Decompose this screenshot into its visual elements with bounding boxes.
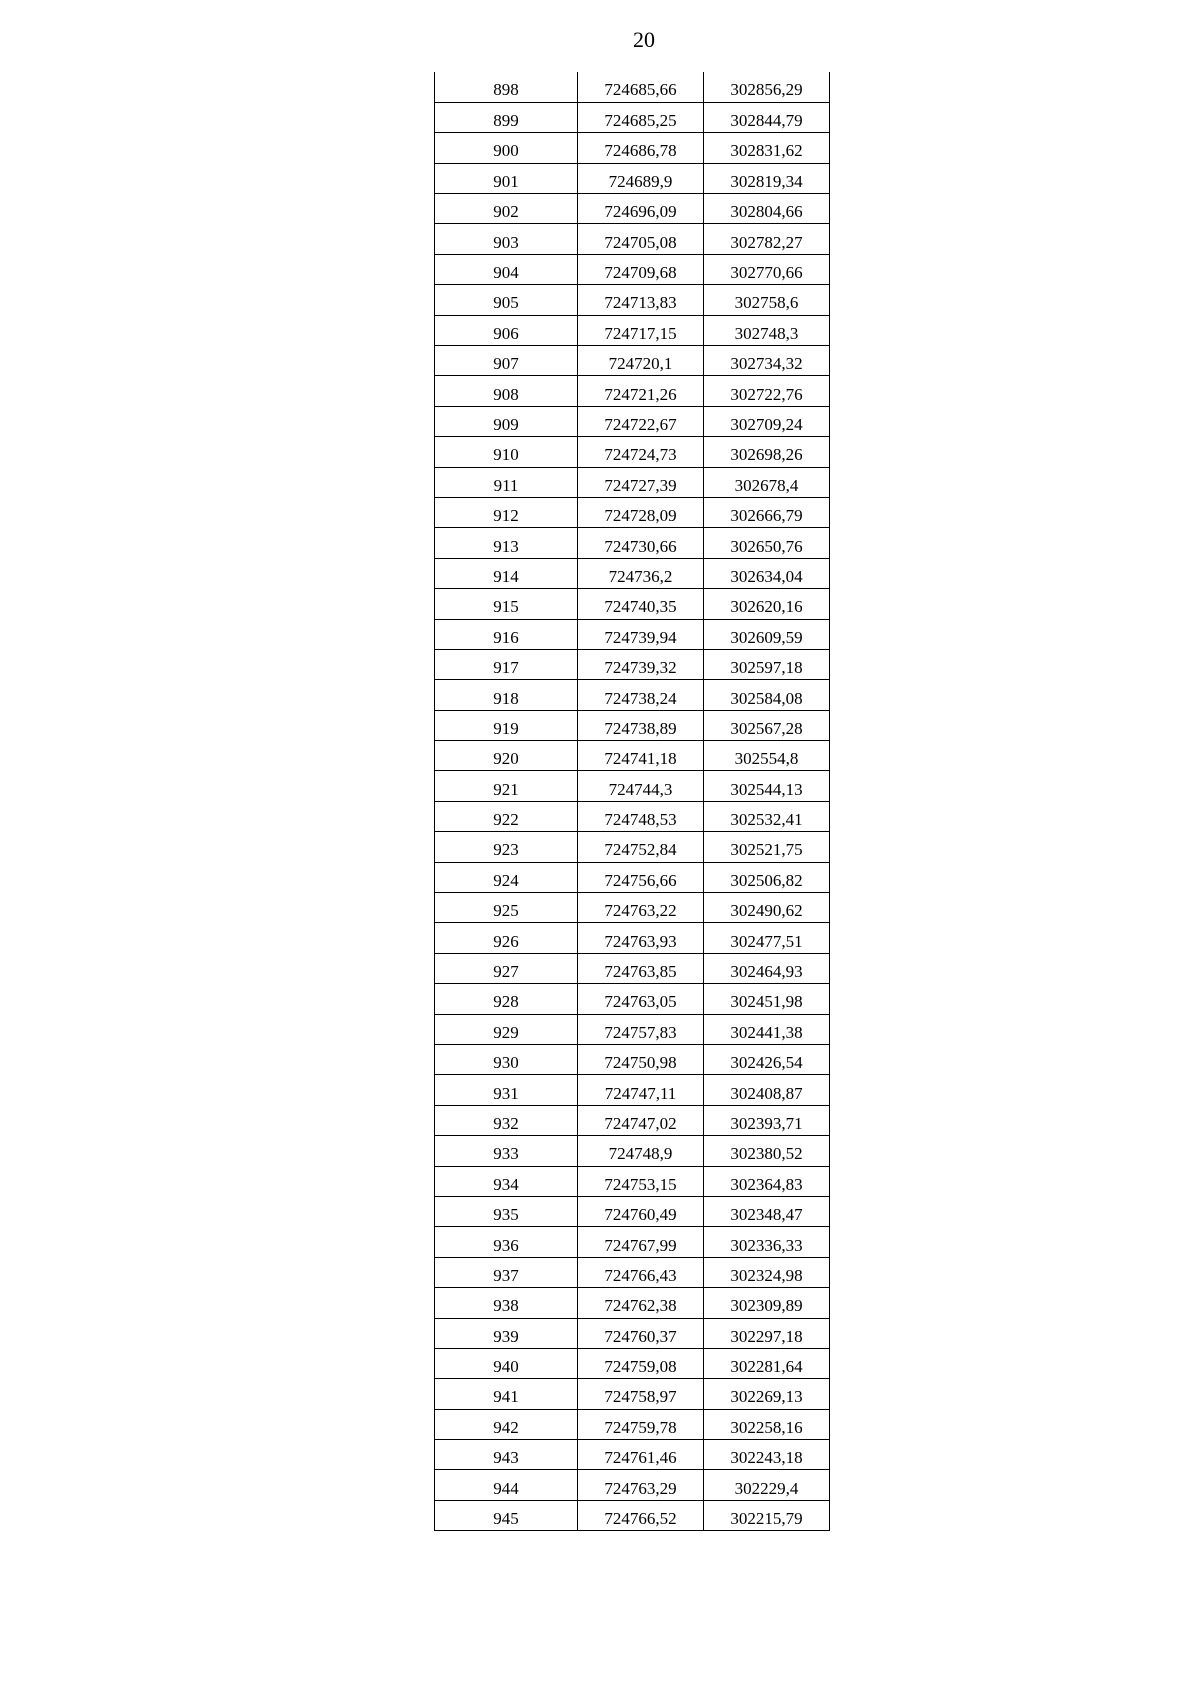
table-row — [435, 406, 830, 436]
x-coordinate-cell: 724739,32 — [578, 649, 704, 679]
y-coordinate-cell: 302678,4 — [704, 467, 830, 497]
y-coordinate-cell: 302609,59 — [704, 619, 830, 649]
y-coordinate-cell: 302243,18 — [704, 1440, 830, 1470]
table-row — [435, 680, 830, 710]
table-row — [435, 1105, 830, 1135]
table-row — [435, 1500, 830, 1530]
point-number-cell: 917 — [435, 649, 578, 679]
point-number-cell: 913 — [435, 528, 578, 558]
x-coordinate-cell: 724747,11 — [578, 1075, 704, 1105]
table-row — [435, 1470, 830, 1500]
y-coordinate-cell: 302758,6 — [704, 285, 830, 315]
point-number-cell: 929 — [435, 1014, 578, 1044]
point-number-cell: 921 — [435, 771, 578, 801]
x-coordinate-cell: 724760,49 — [578, 1196, 704, 1226]
y-coordinate-cell: 302380,52 — [704, 1136, 830, 1166]
y-coordinate-cell: 302782,27 — [704, 224, 830, 254]
x-coordinate-cell: 724763,05 — [578, 984, 704, 1014]
x-coordinate-cell: 724748,53 — [578, 801, 704, 831]
table-row — [435, 923, 830, 953]
y-coordinate-cell: 302650,76 — [704, 528, 830, 558]
table-row — [435, 832, 830, 862]
y-coordinate-cell: 302532,41 — [704, 801, 830, 831]
point-number-cell: 918 — [435, 680, 578, 710]
y-coordinate-cell: 302309,89 — [704, 1288, 830, 1318]
table-row — [435, 589, 830, 619]
x-coordinate-cell: 724747,02 — [578, 1105, 704, 1135]
coordinates-table — [434, 72, 830, 1531]
y-coordinate-cell: 302336,33 — [704, 1227, 830, 1257]
x-coordinate-cell: 724763,29 — [578, 1470, 704, 1500]
table-row — [435, 801, 830, 831]
x-coordinate-cell: 724736,2 — [578, 558, 704, 588]
x-coordinate-cell: 724759,78 — [578, 1409, 704, 1439]
y-coordinate-cell: 302856,29 — [704, 72, 830, 102]
point-number-cell: 927 — [435, 953, 578, 983]
point-number-cell: 908 — [435, 376, 578, 406]
point-number-cell: 900 — [435, 133, 578, 163]
x-coordinate-cell: 724685,25 — [578, 102, 704, 132]
y-coordinate-cell: 302393,71 — [704, 1105, 830, 1135]
y-coordinate-cell: 302544,13 — [704, 771, 830, 801]
table-row — [435, 1196, 830, 1226]
table-row — [435, 710, 830, 740]
point-number-cell: 915 — [435, 589, 578, 619]
table-row — [435, 1257, 830, 1287]
table-row — [435, 893, 830, 923]
table-row — [435, 1379, 830, 1409]
point-number-cell: 944 — [435, 1470, 578, 1500]
y-coordinate-cell: 302597,18 — [704, 649, 830, 679]
y-coordinate-cell: 302804,66 — [704, 194, 830, 224]
x-coordinate-cell: 724744,3 — [578, 771, 704, 801]
point-number-cell: 916 — [435, 619, 578, 649]
table-row — [435, 1136, 830, 1166]
point-number-cell: 920 — [435, 741, 578, 771]
point-number-cell: 943 — [435, 1440, 578, 1470]
x-coordinate-cell: 724748,9 — [578, 1136, 704, 1166]
y-coordinate-cell: 302709,24 — [704, 406, 830, 436]
y-coordinate-cell: 302554,8 — [704, 741, 830, 771]
y-coordinate-cell: 302441,38 — [704, 1014, 830, 1044]
point-number-cell: 910 — [435, 437, 578, 467]
point-number-cell: 945 — [435, 1500, 578, 1530]
point-number-cell: 939 — [435, 1318, 578, 1348]
y-coordinate-cell: 302819,34 — [704, 163, 830, 193]
x-coordinate-cell: 724730,66 — [578, 528, 704, 558]
table-row — [435, 254, 830, 284]
table-row — [435, 862, 830, 892]
table-row — [435, 72, 830, 102]
point-number-cell: 907 — [435, 346, 578, 376]
x-coordinate-cell: 724685,66 — [578, 72, 704, 102]
y-coordinate-cell: 302215,79 — [704, 1500, 830, 1530]
point-number-cell: 898 — [435, 72, 578, 102]
point-number-cell: 903 — [435, 224, 578, 254]
point-number-cell: 925 — [435, 893, 578, 923]
table-row — [435, 953, 830, 983]
table-row — [435, 528, 830, 558]
y-coordinate-cell: 302324,98 — [704, 1257, 830, 1287]
y-coordinate-cell: 302348,47 — [704, 1196, 830, 1226]
table-row — [435, 1409, 830, 1439]
table-row — [435, 1348, 830, 1378]
point-number-cell: 899 — [435, 102, 578, 132]
point-number-cell: 904 — [435, 254, 578, 284]
x-coordinate-cell: 724722,67 — [578, 406, 704, 436]
point-number-cell: 937 — [435, 1257, 578, 1287]
y-coordinate-cell: 302567,28 — [704, 710, 830, 740]
table-row — [435, 497, 830, 527]
x-coordinate-cell: 724757,83 — [578, 1014, 704, 1044]
x-coordinate-cell: 724767,99 — [578, 1227, 704, 1257]
y-coordinate-cell: 302844,79 — [704, 102, 830, 132]
x-coordinate-cell: 724720,1 — [578, 346, 704, 376]
table-row — [435, 467, 830, 497]
y-coordinate-cell: 302258,16 — [704, 1409, 830, 1439]
x-coordinate-cell: 724756,66 — [578, 862, 704, 892]
x-coordinate-cell: 724753,15 — [578, 1166, 704, 1196]
x-coordinate-cell: 724766,52 — [578, 1500, 704, 1530]
point-number-cell: 938 — [435, 1288, 578, 1318]
point-number-cell: 935 — [435, 1196, 578, 1226]
point-number-cell: 911 — [435, 467, 578, 497]
point-number-cell: 941 — [435, 1379, 578, 1409]
table-row — [435, 649, 830, 679]
point-number-cell: 919 — [435, 710, 578, 740]
y-coordinate-cell: 302770,66 — [704, 254, 830, 284]
table-row — [435, 984, 830, 1014]
y-coordinate-cell: 302281,64 — [704, 1348, 830, 1378]
table-row — [435, 1318, 830, 1348]
point-number-cell: 936 — [435, 1227, 578, 1257]
table-row — [435, 771, 830, 801]
y-coordinate-cell: 302297,18 — [704, 1318, 830, 1348]
y-coordinate-cell: 302620,16 — [704, 589, 830, 619]
y-coordinate-cell: 302269,13 — [704, 1379, 830, 1409]
table-row — [435, 1440, 830, 1470]
x-coordinate-cell: 724727,39 — [578, 467, 704, 497]
y-coordinate-cell: 302229,4 — [704, 1470, 830, 1500]
x-coordinate-cell: 724760,37 — [578, 1318, 704, 1348]
y-coordinate-cell: 302464,93 — [704, 953, 830, 983]
point-number-cell: 902 — [435, 194, 578, 224]
page-number: 20 — [633, 27, 655, 52]
x-coordinate-cell: 724686,78 — [578, 133, 704, 163]
point-number-cell: 905 — [435, 285, 578, 315]
table-row — [435, 285, 830, 315]
point-number-cell: 932 — [435, 1105, 578, 1135]
table-row — [435, 437, 830, 467]
table-row — [435, 1014, 830, 1044]
y-coordinate-cell: 302521,75 — [704, 832, 830, 862]
point-number-cell: 909 — [435, 406, 578, 436]
point-number-cell: 926 — [435, 923, 578, 953]
table-row — [435, 1166, 830, 1196]
table-row — [435, 315, 830, 345]
point-number-cell: 931 — [435, 1075, 578, 1105]
x-coordinate-cell: 724709,68 — [578, 254, 704, 284]
x-coordinate-cell: 724721,26 — [578, 376, 704, 406]
coordinates-table-body — [435, 72, 830, 1531]
x-coordinate-cell: 724761,46 — [578, 1440, 704, 1470]
y-coordinate-cell: 302506,82 — [704, 862, 830, 892]
point-number-cell: 933 — [435, 1136, 578, 1166]
y-coordinate-cell: 302831,62 — [704, 133, 830, 163]
x-coordinate-cell: 724741,18 — [578, 741, 704, 771]
table-row — [435, 224, 830, 254]
x-coordinate-cell: 724766,43 — [578, 1257, 704, 1287]
y-coordinate-cell: 302722,76 — [704, 376, 830, 406]
x-coordinate-cell: 724739,94 — [578, 619, 704, 649]
y-coordinate-cell: 302584,08 — [704, 680, 830, 710]
x-coordinate-cell: 724724,73 — [578, 437, 704, 467]
x-coordinate-cell: 724763,85 — [578, 953, 704, 983]
point-number-cell: 914 — [435, 558, 578, 588]
point-number-cell: 922 — [435, 801, 578, 831]
x-coordinate-cell: 724689,9 — [578, 163, 704, 193]
point-number-cell: 942 — [435, 1409, 578, 1439]
table-row — [435, 619, 830, 649]
point-number-cell: 912 — [435, 497, 578, 527]
point-number-cell: 928 — [435, 984, 578, 1014]
x-coordinate-cell: 724696,09 — [578, 194, 704, 224]
table-row — [435, 346, 830, 376]
x-coordinate-cell: 724717,15 — [578, 315, 704, 345]
y-coordinate-cell: 302490,62 — [704, 893, 830, 923]
x-coordinate-cell: 724758,97 — [578, 1379, 704, 1409]
x-coordinate-cell: 724759,08 — [578, 1348, 704, 1378]
x-coordinate-cell: 724762,38 — [578, 1288, 704, 1318]
table-row — [435, 102, 830, 132]
y-coordinate-cell: 302634,04 — [704, 558, 830, 588]
x-coordinate-cell: 724738,89 — [578, 710, 704, 740]
table-row — [435, 741, 830, 771]
point-number-cell: 924 — [435, 862, 578, 892]
x-coordinate-cell: 724728,09 — [578, 497, 704, 527]
x-coordinate-cell: 724763,93 — [578, 923, 704, 953]
x-coordinate-cell: 724738,24 — [578, 680, 704, 710]
point-number-cell: 906 — [435, 315, 578, 345]
table-row — [435, 376, 830, 406]
y-coordinate-cell: 302451,98 — [704, 984, 830, 1014]
table-row — [435, 1045, 830, 1075]
y-coordinate-cell: 302734,32 — [704, 346, 830, 376]
x-coordinate-cell: 724740,35 — [578, 589, 704, 619]
x-coordinate-cell: 724752,84 — [578, 832, 704, 862]
point-number-cell: 923 — [435, 832, 578, 862]
table-row — [435, 163, 830, 193]
table-row — [435, 1227, 830, 1257]
x-coordinate-cell: 724763,22 — [578, 893, 704, 923]
point-number-cell: 934 — [435, 1166, 578, 1196]
x-coordinate-cell: 724750,98 — [578, 1045, 704, 1075]
table-row — [435, 1288, 830, 1318]
table-row — [435, 133, 830, 163]
x-coordinate-cell: 724705,08 — [578, 224, 704, 254]
point-number-cell: 940 — [435, 1348, 578, 1378]
y-coordinate-cell: 302666,79 — [704, 497, 830, 527]
y-coordinate-cell: 302477,51 — [704, 923, 830, 953]
table-row — [435, 194, 830, 224]
y-coordinate-cell: 302748,3 — [704, 315, 830, 345]
y-coordinate-cell: 302698,26 — [704, 437, 830, 467]
x-coordinate-cell: 724713,83 — [578, 285, 704, 315]
y-coordinate-cell: 302426,54 — [704, 1045, 830, 1075]
point-number-cell: 901 — [435, 163, 578, 193]
table-row — [435, 558, 830, 588]
point-number-cell: 930 — [435, 1045, 578, 1075]
y-coordinate-cell: 302364,83 — [704, 1166, 830, 1196]
table-row — [435, 1075, 830, 1105]
y-coordinate-cell: 302408,87 — [704, 1075, 830, 1105]
